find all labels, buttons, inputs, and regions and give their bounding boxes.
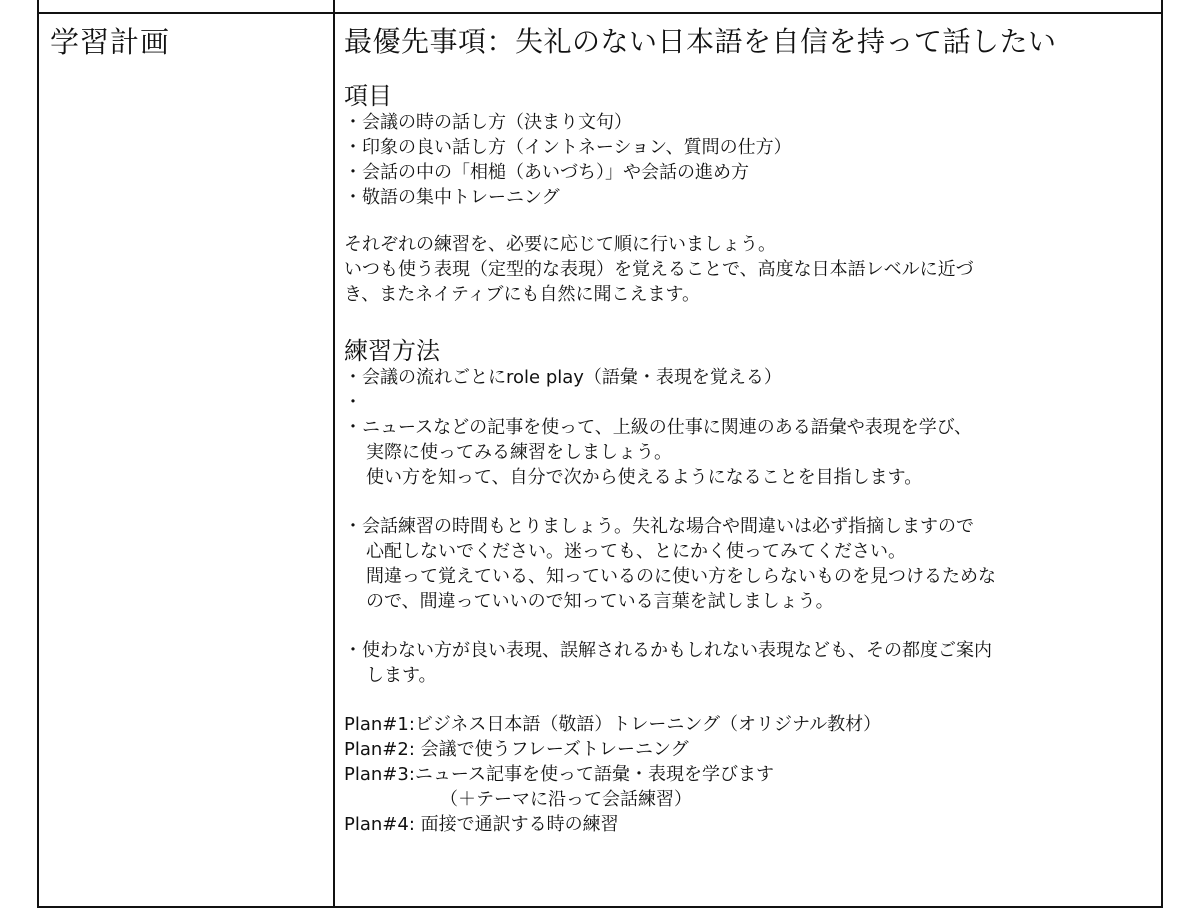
intro-line: き、またネイティブにも自然に聞こえます。 xyxy=(344,284,701,305)
plan-item: Plan#3:ニュース記事を使って語彙・表現を学びます xyxy=(344,764,774,785)
method-item-continuation: 間違って覚えている、知っているのに使い方をしらないものを見つけるためな xyxy=(366,566,996,587)
list-item: ・敬語の集中トレーニング xyxy=(344,187,560,208)
method-item-continuation: します。 xyxy=(366,665,437,686)
intro-paragraph xyxy=(344,232,1154,307)
main-title: 最優先事項：失礼のない日本語を自信を持って話したい xyxy=(344,25,1057,58)
method-item-continuation: 実際に使ってみる練習をしましょう。 xyxy=(366,442,672,463)
method-item-continuation: 心配しないでください。迷っても、とにかく使ってみてください。 xyxy=(366,541,906,562)
content-cell xyxy=(344,24,1154,837)
method-item: ・ xyxy=(344,392,362,413)
method-item: ・会議の流れごとにrole play（語彙・表現を覚える） xyxy=(344,367,782,388)
method-item: ・会話練習の時間もとりましょう。失礼な場合や間違いは必ず指摘しますので xyxy=(344,516,974,537)
list-item: ・会話の中の「相槌（あいづち）」や会話の進め方 xyxy=(344,162,749,183)
intro-line: いつも使う表現（定型的な表現）を覚えることで、高度な日本語レベルに近づ xyxy=(344,259,974,280)
items-heading: 項目 xyxy=(344,82,392,110)
method-item: ・使わない方が良い表現、誤解されるかもしれない表現なども、その都度ご案内 xyxy=(344,640,992,661)
plans-list xyxy=(344,712,1154,837)
row-label: 学習計画 xyxy=(50,25,171,59)
column-divider xyxy=(333,0,335,908)
methods-list xyxy=(344,365,1154,688)
list-item: ・会議の時の話し方（決まり文句） xyxy=(344,112,632,133)
plan-item: Plan#2: 会議で使うフレーズトレーニング xyxy=(344,739,689,760)
method-item-continuation: ので、間違っていいので知っている言葉を試しましょう。 xyxy=(366,591,834,612)
table-top-rule xyxy=(37,12,1163,14)
method-item-continuation: 使い方を知って、自分で次から使えるようになることを目指します。 xyxy=(366,467,923,488)
plan-item: Plan#1:ビジネス日本語（敬語）トレーニング（オリジナル教材） xyxy=(344,714,882,735)
list-item: ・印象の良い話し方（イントネーション、質問の仕方） xyxy=(344,137,792,158)
items-list xyxy=(344,110,1154,210)
plan-item: Plan#4: 面接で通訳する時の練習 xyxy=(344,814,619,835)
method-item: ・ニュースなどの記事を使って、上級の仕事に関連のある語彙や表現を学び、 xyxy=(344,417,973,438)
intro-line: それぞれの練習を、必要に応じて順に行いましょう。 xyxy=(344,234,776,255)
methods-heading: 練習方法 xyxy=(344,337,440,365)
plan-item-continuation: （＋テーマに沿って会話練習） xyxy=(440,789,692,810)
